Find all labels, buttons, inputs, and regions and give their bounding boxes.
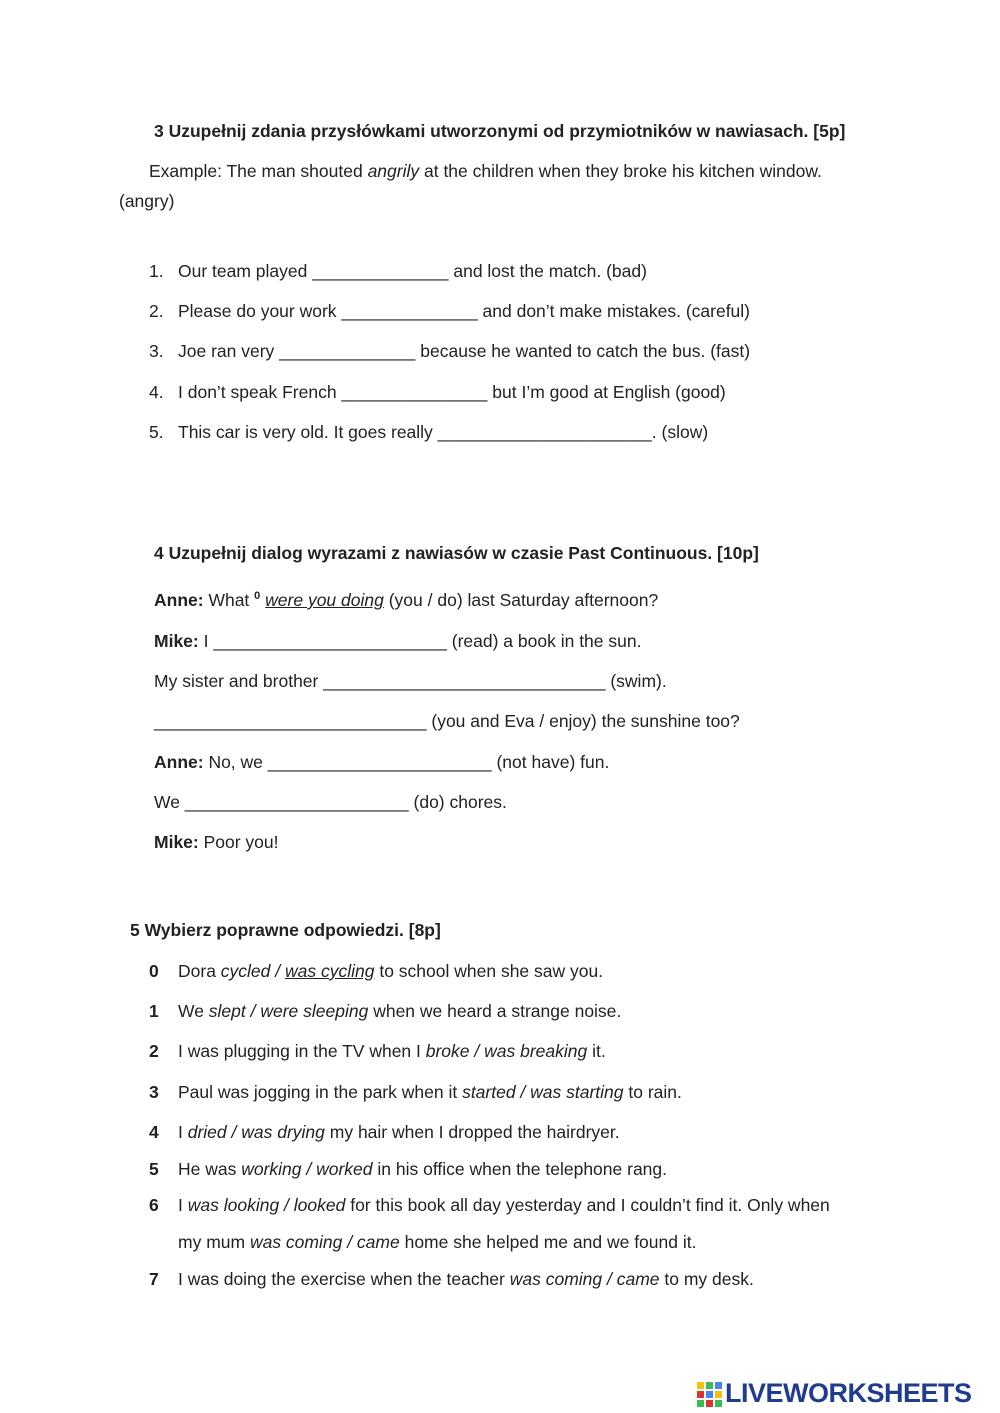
item-text: for this book all day yesterday and I couldn’t find it. Only when xyxy=(345,1195,830,1215)
item-text: I xyxy=(178,1122,188,1142)
option-text: working / worked xyxy=(241,1159,373,1179)
dialog-line: My sister and brother _____________________________ (swim). xyxy=(154,671,667,691)
speaker-label: Anne: xyxy=(154,590,204,610)
list-item xyxy=(149,1269,754,1290)
item-text: I was doing the exercise when the teacher xyxy=(178,1269,510,1289)
option-text: cycled / xyxy=(220,961,285,981)
section-3-example xyxy=(149,161,822,182)
logo-text: LIVEWORKSHEETS xyxy=(725,1377,972,1408)
dialog-text: No, we _______________________ (not have) fun. xyxy=(203,752,610,772)
section-3-title: 3 Uzupełnij zdania przysłówkami utworzonymi od przymiotników w nawiasach. [5p] xyxy=(154,121,846,141)
list-item xyxy=(149,341,750,362)
list-item xyxy=(149,261,647,282)
item-number: 4 xyxy=(149,1122,159,1142)
list-item xyxy=(149,422,708,443)
item-number: 5. xyxy=(149,422,164,442)
item-text: it. xyxy=(587,1041,606,1061)
example-answer: angrily xyxy=(367,161,420,181)
item-text: I was plugging in the TV when I xyxy=(178,1041,426,1061)
speaker-label: Mike: xyxy=(154,631,199,651)
list-item-continuation xyxy=(178,1232,696,1253)
item-text: This car is very old. It goes really ______________________. (slow) xyxy=(178,422,709,442)
example-answer: were you doing xyxy=(265,590,384,610)
item-number: 2. xyxy=(149,301,164,321)
example-text-before: Example: The man shouted xyxy=(149,161,368,181)
dialog-text: I ________________________ (read) a book in the sun. xyxy=(198,631,642,651)
speaker-label: Anne: xyxy=(154,752,204,772)
item-text: We xyxy=(178,1001,209,1021)
speaker-label: Mike: xyxy=(154,832,199,852)
item-text: Dora xyxy=(178,961,221,981)
option-text: was looking / looked xyxy=(187,1195,346,1215)
item-text: I xyxy=(178,1195,188,1215)
list-item xyxy=(149,1001,621,1022)
item-text: my mum xyxy=(178,1232,250,1252)
option-text: was coming / came xyxy=(509,1269,660,1289)
example-marker: 0 xyxy=(254,590,261,602)
item-text: to my desk. xyxy=(659,1269,754,1289)
item-text: in his office when the telephone rang. xyxy=(372,1159,667,1179)
dialog-line xyxy=(154,752,609,773)
section-5-title: 5 Wybierz poprawne odpowiedzi. [8p] xyxy=(130,920,441,940)
example-text-after: at the children when they broke his kitchen window. xyxy=(419,161,822,181)
option-text: dried / was drying xyxy=(187,1122,325,1142)
list-item xyxy=(149,301,750,322)
dialog-line: We _______________________ (do) chores. xyxy=(154,792,507,812)
item-text: I don’t speak French _______________ but I’m good at English (good) xyxy=(178,382,726,402)
example-answer: was cycling xyxy=(285,961,375,981)
item-number: 5 xyxy=(149,1159,159,1179)
item-text: home she helped me and we found it. xyxy=(399,1232,697,1252)
item-text: to school when she saw you. xyxy=(374,961,604,981)
dialog-text: Poor you! xyxy=(198,832,279,852)
item-text: to rain. xyxy=(623,1082,682,1102)
liveworksheets-logo-icon xyxy=(697,1380,723,1406)
list-item xyxy=(149,961,603,982)
example-hint: (angry) xyxy=(119,191,175,211)
item-number: 6 xyxy=(149,1195,159,1215)
dialog-line xyxy=(154,590,658,611)
item-number: 0 xyxy=(149,961,159,981)
option-text: was coming / came xyxy=(249,1232,400,1252)
item-text: He was xyxy=(178,1159,242,1179)
item-text: Joe ran very ______________ because he wanted to catch the bus. (fast) xyxy=(178,341,751,361)
item-text: Please do your work ______________ and don’t make mistakes. (careful) xyxy=(178,301,751,321)
item-text: my hair when I dropped the hairdryer. xyxy=(324,1122,620,1142)
option-text: started / was starting xyxy=(462,1082,624,1102)
option-text: slept / were sleeping xyxy=(208,1001,369,1021)
dialog-line xyxy=(154,832,279,853)
item-text: Our team played ______________ and lost the match. (bad) xyxy=(178,261,647,281)
item-number: 3. xyxy=(149,341,164,361)
item-number: 7 xyxy=(149,1269,159,1289)
section-4-title: 4 Uzupełnij dialog wyrazami z nawiasów w czasie Past Continuous. [10p] xyxy=(154,543,759,563)
list-item xyxy=(149,1195,830,1216)
item-number: 1 xyxy=(149,1001,159,1021)
list-item xyxy=(149,1159,667,1180)
dialog-text: (you / do) last Saturday afternoon? xyxy=(383,590,659,610)
list-item xyxy=(149,1082,682,1103)
liveworksheets-logo[interactable] xyxy=(697,1378,972,1408)
dialog-line xyxy=(154,631,641,652)
list-item xyxy=(149,382,726,403)
item-number: 3 xyxy=(149,1082,159,1102)
item-number: 1. xyxy=(149,261,164,281)
item-number: 4. xyxy=(149,382,164,402)
dialog-text: What xyxy=(203,590,255,610)
dialog-line: ____________________________ (you and Eva / enjoy) the sunshine too? xyxy=(154,711,740,731)
list-item xyxy=(149,1122,620,1143)
item-text: Paul was jogging in the park when it xyxy=(178,1082,463,1102)
item-text: when we heard a strange noise. xyxy=(368,1001,622,1021)
list-item xyxy=(149,1041,606,1062)
item-number: 2 xyxy=(149,1041,159,1061)
option-text: broke / was breaking xyxy=(425,1041,588,1061)
